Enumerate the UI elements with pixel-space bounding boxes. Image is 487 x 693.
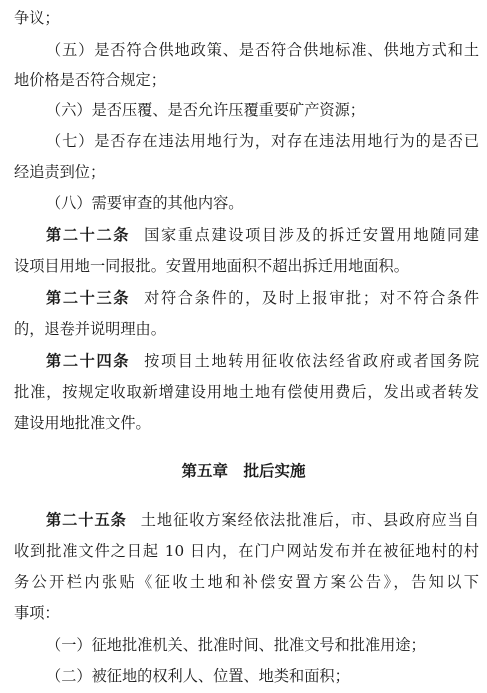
text-line: （七）是否存在违法用地行为，对存在违法用地行为的是否已 (46, 132, 479, 150)
text-line: （八）需要审查的其他内容。 (46, 194, 244, 212)
article-number: 第二十三条 (46, 289, 131, 307)
text-line: （六）是否压覆、是否允许压覆重要矿产资源； (46, 101, 365, 119)
text-line: 批准，按规定收取新增建设用地土地有偿使用费后，发出或者转发 (14, 383, 479, 401)
article-line (46, 283, 479, 313)
article-line (46, 346, 479, 376)
text-line: 经追责到位； (14, 163, 106, 181)
text-line: 建设用地批准文件。 (14, 414, 151, 432)
text-line: 地价格是否符合规定； (14, 71, 166, 89)
text-line: （二）被征地的权利人、位置、地类和面积； (46, 667, 350, 685)
text-line: 的，退卷并说明理由。 (14, 320, 166, 338)
text-line: 设项目用地一同报批。安置用地面积不超出拆迁用地面积。 (14, 257, 409, 275)
article-number: 第二十二条 (46, 226, 131, 244)
text-line: （一）征地批准机关、批准时间、批准文号和批准用途； (46, 636, 426, 654)
article-text: 对符合条件的，及时上报审批；对不符合条件 (144, 289, 479, 307)
text-line: 事项： (14, 604, 60, 622)
text-line: 争议； (14, 9, 60, 27)
text-line: 务公开栏内张贴《征收土地和补偿安置方案公告》，告知以下 (14, 573, 479, 591)
article-text: 按项目土地转用征收依法经省政府或者国务院 (144, 352, 479, 370)
article-line (46, 220, 479, 250)
article-line (46, 505, 479, 535)
article-text: 土地征收方案经依法批准后，市、县政府应当自 (140, 511, 479, 529)
chapter-heading: 第五章 批后实施 (181, 462, 306, 480)
article-text: 国家重点建设项目涉及的拆迁安置用地随同建 (144, 226, 479, 244)
article-number: 第二十四条 (46, 352, 131, 370)
article-number: 第二十五条 (46, 511, 127, 529)
text-line: 收到批准文件之日起 10 日内，在门户网站发布并在被征地村的村 (14, 542, 479, 560)
text-line: （五）是否符合供地政策、是否符合供地标准、供地方式和土 (46, 41, 479, 59)
